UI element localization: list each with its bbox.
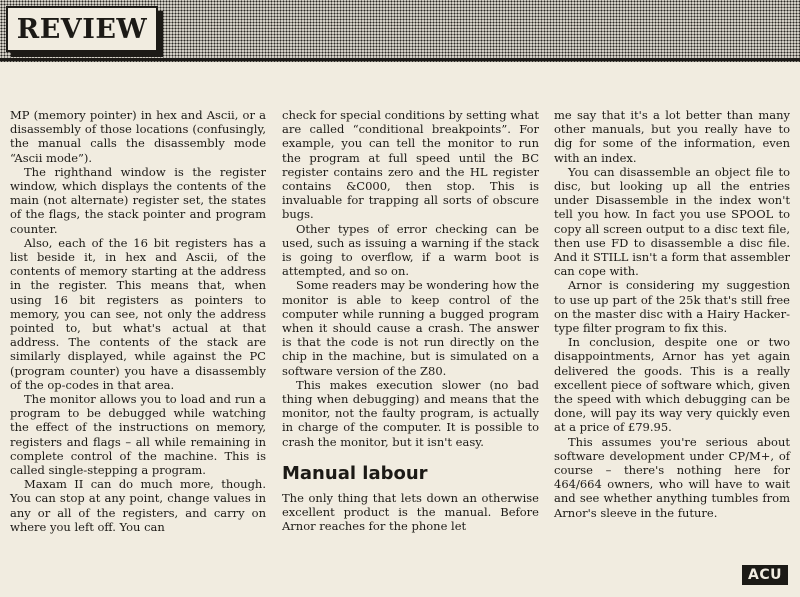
paragraph: This assumes you're serious about software development under CP/M+, of course – there's nothing here for 464/664 owners, who will have to wait and see whether anything tumbles from Arnor's sleeve in the future.	[554, 434, 790, 520]
paragraph: Some readers may be wondering how the monitor is able to keep control of the computer while running a bugged program when it should cause a crash. The answer is that the code is not run directly on the chip in the machine, but is simulated on a software version of the Z80.	[282, 278, 539, 378]
paragraph: In conclusion, despite one or two disappointments, Arnor has yet again delivered the goods. This is a really excellent piece of software which, given the speed with which debugging can be done, will pay its way very quickly even at a price of £79.95.	[554, 335, 790, 435]
paragraph: The righthand window is the register window, which displays the contents of the main (not alternate) register set, the states of the flags, the stack pointer and program counter.	[10, 164, 266, 236]
article-column-1	[10, 108, 266, 534]
magazine-badge: ACU	[742, 565, 788, 585]
article-column-3	[554, 108, 790, 520]
article-column-2	[282, 108, 539, 533]
paragraph: The only thing that lets down an otherwise excellent product is the manual. Before Arnor reaches for the phone let	[282, 490, 539, 534]
paragraph: The monitor allows you to load and run a program to be debugged while watching the effect of the instructions on memory, registers and flags – all while remaining in complete control of the machine. This is called single-stepping a program.	[10, 392, 266, 478]
paragraph: me say that it's a lot better than many other manuals, but you really have to dig for some of the information, even with an index.	[554, 108, 790, 165]
paragraph: MP (memory pointer) in hex and Ascii, or a disassembly of those locations (confusingly, the manual calls the disassembly mode “Ascii mode”).	[10, 108, 266, 165]
paragraph: You can disassemble an object file to disc, but looking up all the entries under Disassemble in the index won't tell you how. In fact you use SPOOL to copy all screen output to a disc text file, then use FD to disassemble a disc file. And it STILL isn't a form that assembler can cope with.	[554, 164, 790, 279]
section-label: REVIEW	[6, 6, 158, 52]
paragraph: Other types of error checking can be used, such as issuing a warning if the stack is going to overflow, if a warm boot is attempted, and so on.	[282, 221, 539, 279]
header-rule	[0, 58, 800, 61]
paragraph: This makes execution slower (no bad thing when debugging) and means that the monitor, not the faulty program, is actually in charge of the computer. It is possible to crash the monitor, but it isn't easy.	[282, 377, 539, 449]
subheading: Manual labour	[282, 462, 428, 484]
paragraph: Arnor is considering my suggestion to use up part of the 25k that's still free on the master disc with a Hairy Hacker-type filter program to fix this.	[554, 278, 790, 336]
paragraph: check for special conditions by setting what are called “conditional breakpoints”. For example, you can tell the monitor to run the program at full speed until the BC register contains zero and the HL register contains &C000, then stop. This is invaluable for trapping all sorts of obscure bugs.	[282, 108, 539, 222]
paragraph: Maxam II can do much more, though. You can stop at any point, change values in any or all of the registers, and carry on where you left off. You can	[10, 477, 266, 534]
paragraph: Also, each of the 16 bit registers has a list beside it, in hex and Ascii, of the contents of memory starting at the address in the register. This means that, when using 16 bit registers as pointers to memory, you can see, not only the address pointed to, but what's actual at that address. The contents of the stack are similarly displayed, while against the PC (program counter) you have a disassembly of the op-codes in that area.	[10, 235, 266, 392]
